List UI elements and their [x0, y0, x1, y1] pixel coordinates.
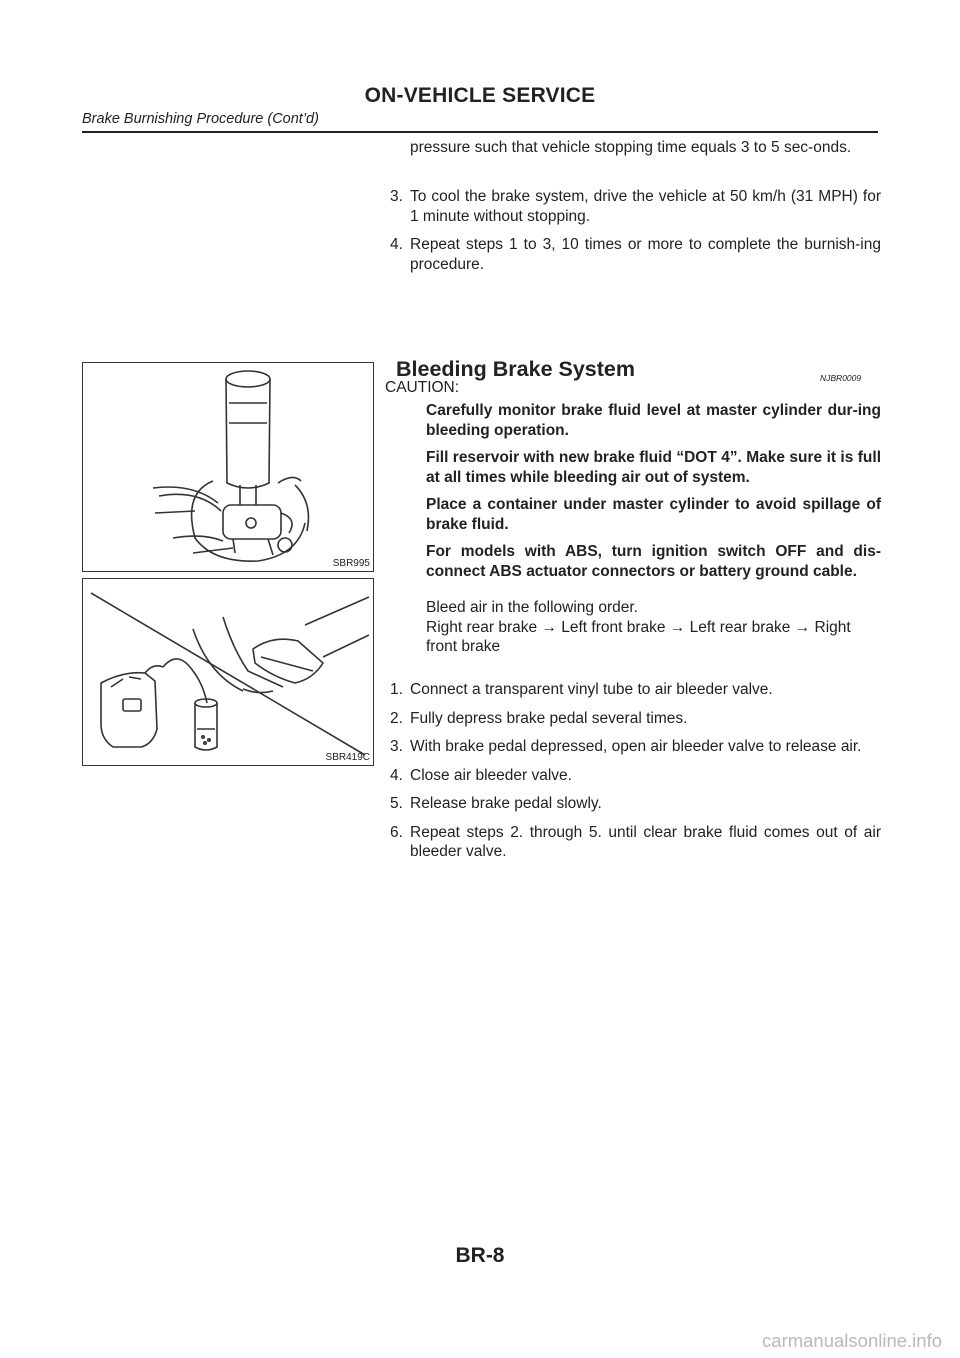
burnishing-step — [385, 187, 881, 226]
watermark: carmanualsonline.info — [762, 1330, 942, 1351]
step-text: Fully depress brake pedal several times. — [410, 709, 688, 727]
order-intro: Bleed air in the following order. — [426, 599, 638, 616]
burnishing-continuation: pressure such that vehicle stopping time equals 3 to 5 sec-onds. — [410, 139, 852, 156]
step-text: With brake pedal depressed, open air bleeder valve to release air. — [410, 738, 862, 755]
step-text: Repeat steps 1 to 3, 10 times or more to complete the burnish-ing procedure. — [410, 236, 881, 273]
burnishing-steps — [385, 187, 881, 283]
brake-bleeding-illustration — [83, 579, 373, 765]
step-number: 5. — [390, 795, 403, 812]
step-text: Repeat steps 2. through 5. until clear brake fluid comes out of air bleeder valve. — [410, 823, 881, 860]
caution-item: Fill reservoir with new brake fluid “DOT 4”. Make sure it is full at all times while bleeding air out of system. — [426, 449, 881, 486]
step-number: 4. — [390, 236, 403, 253]
caution-list — [385, 401, 881, 589]
caution-item: Place a container under master cylinder to avoid spillage of brake fluid. — [426, 496, 881, 533]
step-number: 2. — [390, 709, 403, 727]
bleeding-step — [385, 823, 881, 862]
step-number: 3. — [390, 738, 403, 755]
bleeding-step — [385, 766, 881, 786]
header-divider — [82, 131, 878, 133]
bleeding-steps — [385, 680, 881, 871]
bleeding-step — [385, 737, 881, 757]
page-subtitle: Brake Burnishing Procedure (Cont’d) — [82, 111, 319, 127]
burnishing-step — [385, 235, 881, 274]
step-text: Connect a transparent vinyl tube to air bleeder valve. — [410, 681, 773, 698]
bleeding-order — [385, 598, 881, 657]
bleeding-step — [385, 794, 881, 814]
caution-item: Carefully monitor brake fluid level at master cylinder dur-ing bleeding operation. — [426, 402, 881, 439]
step-number: 1. — [390, 681, 403, 698]
step-number: 6. — [390, 823, 403, 841]
section-code: NJBR0009 — [820, 373, 862, 383]
bleeding-step — [385, 680, 881, 700]
caution-label: CAUTION: — [385, 379, 460, 396]
bleeding-step — [385, 709, 881, 729]
figure-label: SBR995 — [332, 558, 370, 569]
step-text: Release brake pedal slowly. — [410, 795, 602, 812]
step-text: Close air bleeder valve. — [410, 766, 572, 784]
caution-item: For models with ABS, turn ignition switch OFF and dis-connect ABS actuator connectors or battery ground cable. — [426, 543, 881, 580]
step-number: 4. — [390, 766, 403, 784]
step-number: 3. — [390, 188, 403, 205]
step-text: To cool the brake system, drive the vehicle at 50 km/h (31 MPH) for 1 minute without stopping. — [410, 188, 881, 225]
page-title: ON-VEHICLE SERVICE — [364, 84, 596, 107]
page-number: BR-8 — [455, 1244, 505, 1267]
figure-master-cylinder — [82, 362, 374, 572]
section-heading: Bleeding Brake System — [396, 357, 635, 381]
figure-brake-bleeding — [82, 578, 374, 766]
order-sequence: Right rear brake → Left front brake → Left rear brake → Right front brake — [426, 618, 851, 655]
figure-label: SBR419C — [325, 752, 370, 763]
master-cylinder-reservoir-illustration — [83, 363, 373, 571]
